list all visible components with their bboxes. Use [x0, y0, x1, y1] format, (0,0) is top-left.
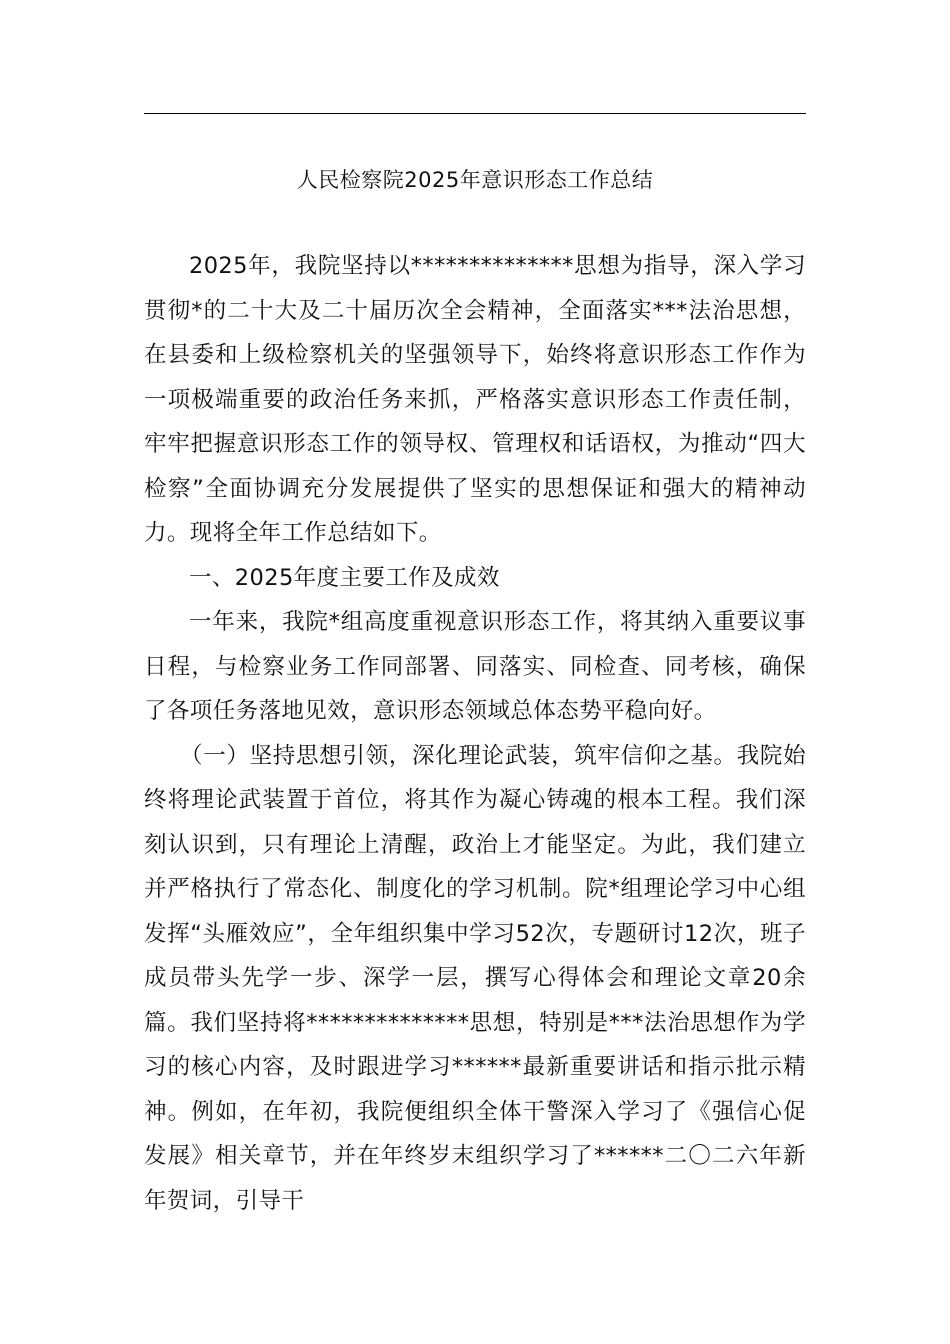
section-heading: 一、2025年度主要工作及成效 [189, 564, 500, 591]
document-title: 人民检察院2025年意识形态工作总结 [296, 168, 654, 192]
header-rule [144, 113, 806, 114]
document-body [144, 244, 806, 1223]
subsection-paragraph: （一）坚持思想引领，深化理论武装，筑牢信仰之基。我院始终将理论武装置于首位，将其作为凝心铸魂的根本工程。我们深刻认识到，只有理论上清醒，政治上才能坚定。为此，我们建立并严格执行了常态化、制度化的学习机制。院*组理论学习中心组发挥“头雁效应”，全年组织集中学习52次，专题研讨12次，班子成员带头先学一步、深学一层，撰写心得体会和理论文章20余篇。我们坚持将**************思想，特别是***法治思想作为学习的核心内容，及时跟进学习******最新重要讲话和指示批示精神。例如，在年初，我院便组织全体干警深入学习了《强信心促发展》相关章节，并在年终岁末组织学习了******二〇二六年新年贺词，引导干 [144, 742, 806, 1214]
section-paragraph: 一年来，我院*组高度重视意识形态工作，将其纳入重要议事日程，与检察业务工作同部署、同落实、同检查、同考核，确保了各项任务落地见效，意识形态领域总体态势平稳向好。 [144, 609, 806, 724]
intro-paragraph: 2025年，我院坚持以**************思想为指导，深入学习贯彻*的二十大及二十届历次全会精神，全面落实***法治思想，在县委和上级检察机关的坚强领导下，始终将意识形态工作作为一项极端重要的政治任务来抓，严格落实意识形态工作责任制，牢牢把握意识形态工作的领导权、管理权和话语权，为推动“四大检察”全面协调充分发展提供了坚实的思想保证和强大的精神动力。现将全年工作总结如下。 [144, 253, 806, 546]
